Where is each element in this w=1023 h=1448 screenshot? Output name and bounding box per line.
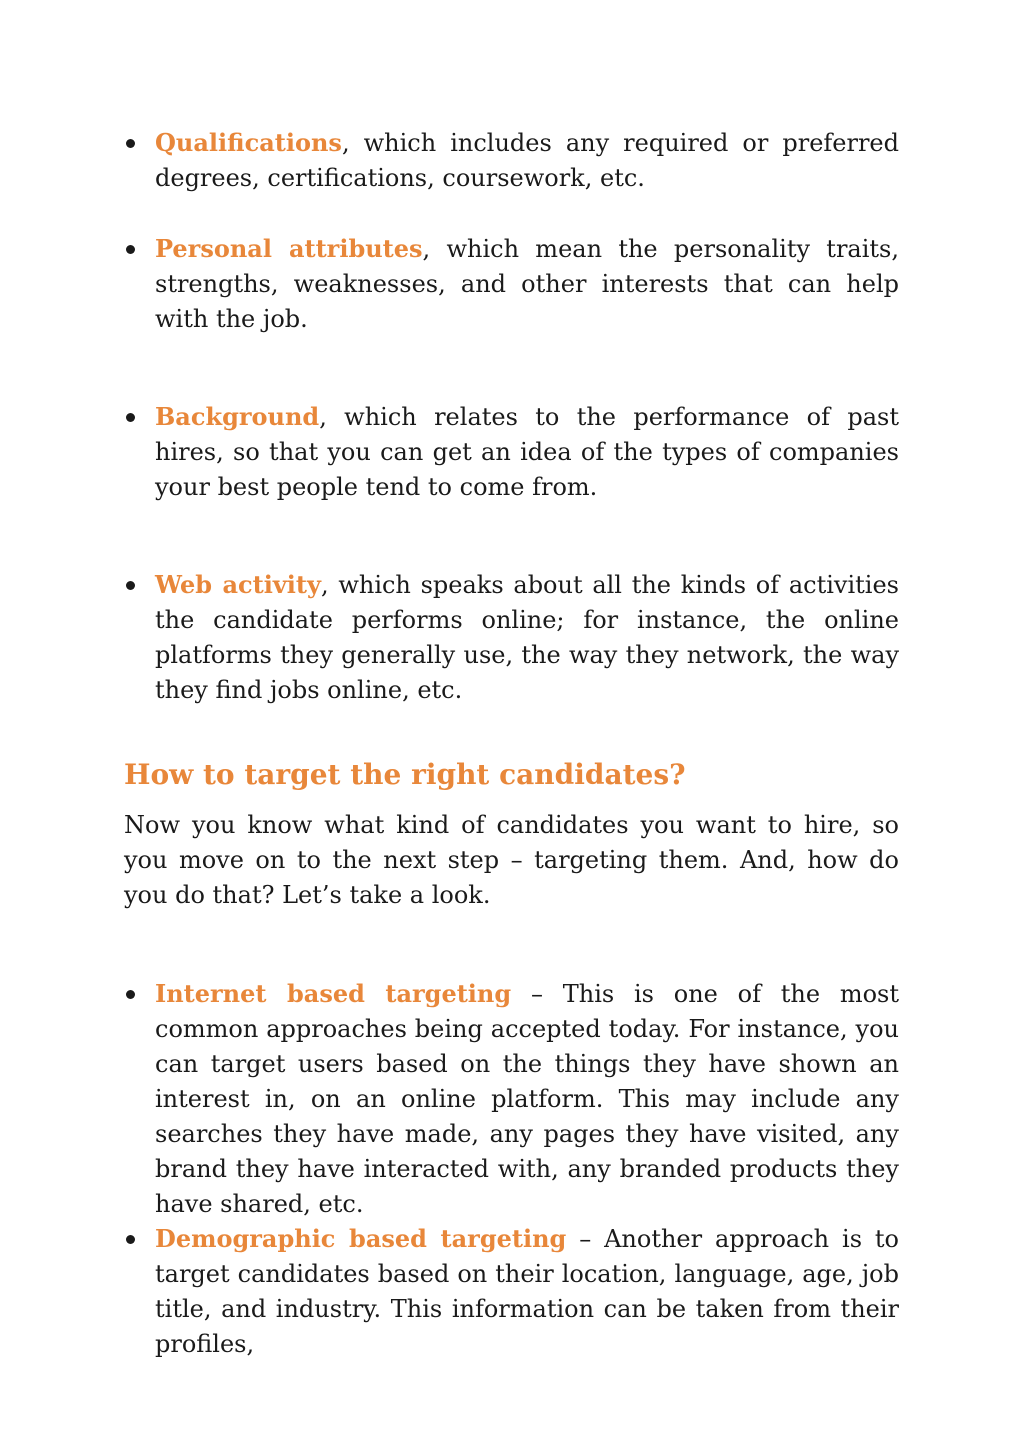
list-item-personal-attributes — [124, 231, 899, 337]
bullet-icon — [126, 1235, 135, 1244]
bullet-icon — [126, 245, 135, 254]
desc-personal-attributes: , which mean the personality traits, strengths, weaknesses, and other interests that can help with the job. — [155, 235, 899, 333]
desc-qualifications: , which includes any required or preferred degrees, certifications, coursework, etc. — [155, 129, 899, 192]
bullet-icon — [126, 139, 135, 148]
term-qualifications: Qualifications — [155, 128, 342, 157]
section-intro: Now you know what kind of candidates you want to hire, so you move on to the next step – targeting them. And, how do you do that? Let’s take a look. — [124, 811, 899, 909]
section-heading: How to target the right candidates? — [124, 758, 686, 791]
desc-demographic-targeting: – Another approach is to target candidates based on their location, language, age, job title, and industry. This information can be taken from their profiles, — [155, 1225, 899, 1358]
term-background: Background — [155, 402, 320, 431]
term-internet-targeting: Internet based targeting — [155, 979, 512, 1008]
bullet-icon — [126, 581, 135, 590]
list-item-web-activity — [124, 567, 899, 708]
list-item-demographic-targeting — [124, 1221, 899, 1362]
desc-background: , which relates to the performance of past hires, so that you can get an idea of the types of companies your best people tend to come from. — [155, 403, 899, 501]
term-personal-attributes: Personal attributes — [155, 234, 423, 263]
list-item-internet-targeting — [124, 976, 899, 1222]
term-web-activity: Web activity — [155, 570, 321, 599]
desc-internet-targeting: – This is one of the most common approaches being accepted today. For instance, you can target users based on the things they have shown an interest in, on an online platform. This may include any searches they have made, any pages they have visited, any brand they have interacted with, any branded products they have shared, etc. — [155, 980, 900, 1218]
desc-web-activity: , which speaks about all the kinds of activities the candidate performs online; for instance, the online platforms they generally use, the way they network, the way they find jobs online, etc. — [155, 571, 899, 704]
term-demographic-targeting: Demographic based targeting — [155, 1224, 567, 1253]
list-item-background — [124, 399, 899, 505]
bullet-icon — [126, 990, 135, 999]
bullet-icon — [126, 413, 135, 422]
list-item-qualifications — [124, 125, 899, 196]
